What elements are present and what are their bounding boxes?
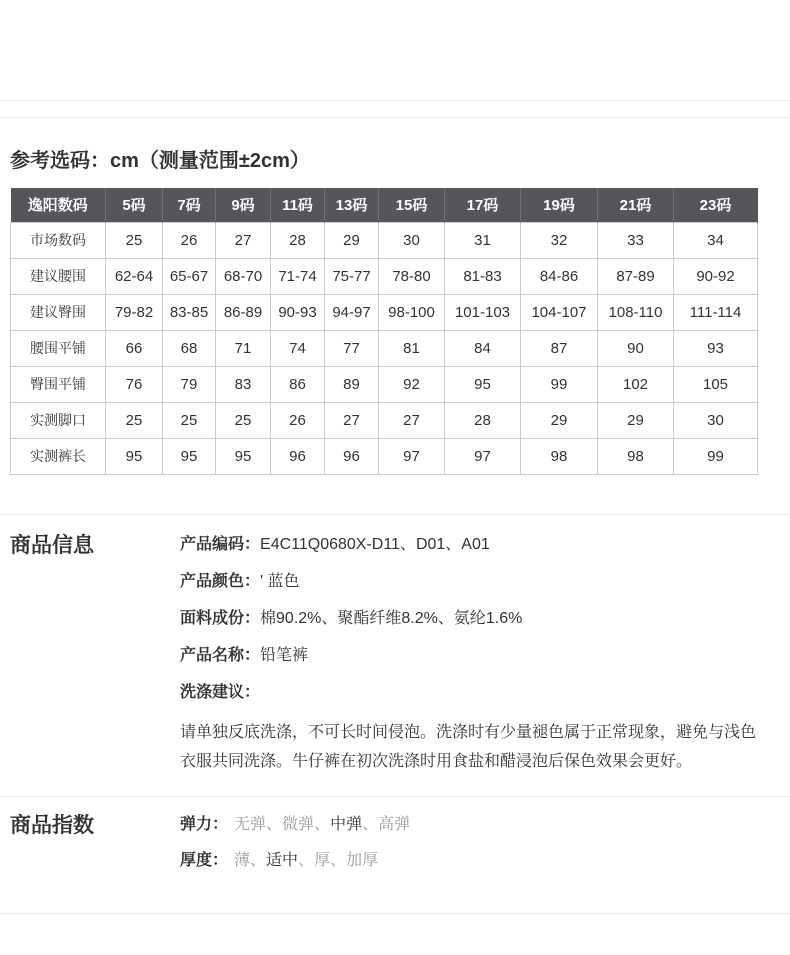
size-cell: 25 bbox=[106, 402, 163, 438]
field-label: 产品名称： bbox=[180, 646, 261, 664]
bottom-divider bbox=[0, 913, 790, 914]
size-cell: 99 bbox=[674, 438, 758, 474]
option-separator: 、 bbox=[298, 851, 315, 869]
thickness-option: 厚 bbox=[314, 851, 331, 869]
row-label: 市场数码 bbox=[11, 222, 106, 258]
size-cell: 102 bbox=[598, 366, 674, 402]
size-cell: 84 bbox=[445, 330, 521, 366]
size-cell: 87-89 bbox=[598, 258, 674, 294]
size-cell: 99 bbox=[521, 366, 598, 402]
size-cell: 28 bbox=[445, 402, 521, 438]
top-divider-2 bbox=[0, 117, 790, 118]
elasticity-option: 高弹 bbox=[378, 815, 411, 833]
size-cell: 97 bbox=[445, 438, 521, 474]
size-cell: 34 bbox=[674, 222, 758, 258]
thickness-option-selected: 适中 bbox=[266, 851, 299, 869]
size-cell: 98 bbox=[521, 438, 598, 474]
size-cell: 98-100 bbox=[379, 294, 445, 330]
size-cell: 29 bbox=[598, 402, 674, 438]
size-cell: 25 bbox=[106, 222, 163, 258]
size-cell: 86 bbox=[271, 366, 325, 402]
field-fabric-composition bbox=[180, 607, 772, 631]
field-value: 棉90.2%、聚酯纤维8.2%、氨纶1.6% bbox=[260, 609, 523, 627]
size-cell: 30 bbox=[379, 222, 445, 258]
table-row-suggested-hip bbox=[11, 294, 758, 330]
size-cell: 95 bbox=[106, 438, 163, 474]
size-cell: 71-74 bbox=[271, 258, 325, 294]
size-cell: 30 bbox=[674, 402, 758, 438]
product-info-section bbox=[0, 515, 790, 776]
size-cell: 95 bbox=[445, 366, 521, 402]
size-cell: 28 bbox=[271, 222, 325, 258]
size-cell: 83-85 bbox=[163, 294, 216, 330]
size-cell: 90-93 bbox=[271, 294, 325, 330]
size-cell: 77 bbox=[325, 330, 379, 366]
size-table-header-row bbox=[11, 188, 758, 222]
elasticity-option-selected: 中弹 bbox=[330, 815, 363, 833]
size-cell: 33 bbox=[598, 222, 674, 258]
size-chart-table bbox=[10, 188, 758, 475]
size-cell: 66 bbox=[106, 330, 163, 366]
table-row-hip-flat bbox=[11, 366, 758, 402]
size-cell: 79 bbox=[163, 366, 216, 402]
table-row-suggested-waist bbox=[11, 258, 758, 294]
size-cell: 90-92 bbox=[674, 258, 758, 294]
size-cell: 27 bbox=[379, 402, 445, 438]
size-cell: 96 bbox=[271, 438, 325, 474]
size-cell: 29 bbox=[521, 402, 598, 438]
size-cell: 86-89 bbox=[216, 294, 271, 330]
size-cell: 31 bbox=[445, 222, 521, 258]
size-cell: 81 bbox=[379, 330, 445, 366]
field-product-code bbox=[180, 533, 772, 557]
header-cell: 21码 bbox=[598, 188, 674, 222]
size-cell: 62-64 bbox=[106, 258, 163, 294]
option-separator: 、 bbox=[266, 815, 283, 833]
size-cell: 97 bbox=[379, 438, 445, 474]
field-label: 产品编码： bbox=[180, 535, 261, 553]
size-cell: 92 bbox=[379, 366, 445, 402]
field-value: 铅笔裤 bbox=[260, 646, 309, 664]
size-cell: 83 bbox=[216, 366, 271, 402]
size-cell: 89 bbox=[325, 366, 379, 402]
size-cell: 96 bbox=[325, 438, 379, 474]
top-whitespace bbox=[0, 0, 790, 100]
size-cell: 76 bbox=[106, 366, 163, 402]
option-separator: 、 bbox=[362, 815, 379, 833]
field-product-color bbox=[180, 570, 772, 594]
header-cell: 23码 bbox=[674, 188, 758, 222]
size-cell: 26 bbox=[271, 402, 325, 438]
header-cell: 13码 bbox=[325, 188, 379, 222]
size-cell: 79-82 bbox=[106, 294, 163, 330]
size-cell: 95 bbox=[216, 438, 271, 474]
table-row-measured-leg-opening bbox=[11, 402, 758, 438]
size-cell: 94-97 bbox=[325, 294, 379, 330]
table-row-waist-flat bbox=[11, 330, 758, 366]
row-label: 实测裤长 bbox=[11, 438, 106, 474]
header-cell: 5码 bbox=[106, 188, 163, 222]
size-cell: 27 bbox=[325, 402, 379, 438]
field-product-name bbox=[180, 644, 772, 668]
size-cell: 26 bbox=[163, 222, 216, 258]
option-separator: 、 bbox=[250, 851, 267, 869]
thickness-option: 加厚 bbox=[346, 851, 379, 869]
product-info-body bbox=[180, 533, 772, 776]
thickness-option: 薄 bbox=[234, 851, 251, 869]
thickness-row bbox=[180, 849, 772, 873]
field-label: 面料成份： bbox=[180, 609, 261, 627]
size-cell: 93 bbox=[674, 330, 758, 366]
size-cell: 95 bbox=[163, 438, 216, 474]
product-index-heading: 商品指数 bbox=[10, 813, 94, 837]
table-row-market-size bbox=[11, 222, 758, 258]
field-value: E4C11Q0680X-D11、D01、A01 bbox=[260, 535, 490, 553]
size-cell: 27 bbox=[216, 222, 271, 258]
size-cell: 111-114 bbox=[674, 294, 758, 330]
size-cell: 75-77 bbox=[325, 258, 379, 294]
size-cell: 68-70 bbox=[216, 258, 271, 294]
product-index-body bbox=[180, 813, 772, 885]
size-cell: 65-67 bbox=[163, 258, 216, 294]
elasticity-label: 弹力： bbox=[180, 815, 229, 833]
size-cell: 32 bbox=[521, 222, 598, 258]
product-info-heading: 商品信息 bbox=[10, 533, 94, 557]
size-cell: 68 bbox=[163, 330, 216, 366]
row-label: 臀围平铺 bbox=[11, 366, 106, 402]
option-separator: 、 bbox=[314, 815, 331, 833]
size-cell: 108-110 bbox=[598, 294, 674, 330]
size-cell: 25 bbox=[163, 402, 216, 438]
size-cell: 81-83 bbox=[445, 258, 521, 294]
size-cell: 74 bbox=[271, 330, 325, 366]
size-cell: 87 bbox=[521, 330, 598, 366]
product-index-section bbox=[0, 797, 790, 885]
field-label: 洗涤建议： bbox=[180, 683, 261, 701]
size-cell: 78-80 bbox=[379, 258, 445, 294]
header-cell-brand-size: 逸阳数码 bbox=[11, 188, 106, 222]
wash-instructions-text: 请单独反底洗涤，不可长时间侵泡。洗涤时有少量褪色属于正常现象，避免与浅色衣服共同洗涤。牛仔裤在初次洗涤时用食盐和醋浸泡后保色效果会更好。 bbox=[180, 723, 757, 770]
header-cell: 7码 bbox=[163, 188, 216, 222]
row-label: 实测脚口 bbox=[11, 402, 106, 438]
header-cell: 19码 bbox=[521, 188, 598, 222]
table-row-measured-pants-length bbox=[11, 438, 758, 474]
elasticity-option: 微弹 bbox=[282, 815, 315, 833]
size-cell: 29 bbox=[325, 222, 379, 258]
size-cell: 105 bbox=[674, 366, 758, 402]
size-cell: 90 bbox=[598, 330, 674, 366]
elasticity-option: 无弹 bbox=[234, 815, 267, 833]
header-cell: 15码 bbox=[379, 188, 445, 222]
row-label: 建议腰围 bbox=[11, 258, 106, 294]
elasticity-row bbox=[180, 813, 772, 837]
option-separator: 、 bbox=[330, 851, 347, 869]
size-cell: 98 bbox=[598, 438, 674, 474]
header-cell: 11码 bbox=[271, 188, 325, 222]
row-label: 建议臀围 bbox=[11, 294, 106, 330]
thickness-label: 厚度： bbox=[180, 851, 229, 869]
header-cell: 17码 bbox=[445, 188, 521, 222]
size-cell: 25 bbox=[216, 402, 271, 438]
field-wash-advice bbox=[180, 681, 772, 705]
size-cell: 84-86 bbox=[521, 258, 598, 294]
size-cell: 71 bbox=[216, 330, 271, 366]
header-cell: 9码 bbox=[216, 188, 271, 222]
field-value: ' 蓝色 bbox=[260, 572, 300, 590]
top-divider-1 bbox=[0, 100, 790, 101]
size-cell: 104-107 bbox=[521, 294, 598, 330]
row-label: 腰围平铺 bbox=[11, 330, 106, 366]
size-cell: 101-103 bbox=[445, 294, 521, 330]
field-label: 产品颜色： bbox=[180, 572, 261, 590]
size-chart-title: 参考选码：cm（测量范围±2cm） bbox=[10, 150, 310, 172]
